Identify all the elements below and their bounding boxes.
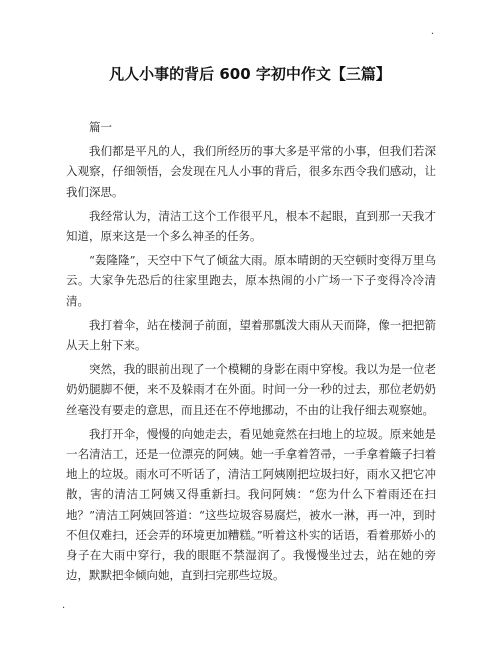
paragraph-1: 我们都是平凡的人，我们所经历的事大多是平常的小事，但我们若深入观察，仔细领悟，会发现在凡人小事的背后，很多东西令我们感动，让我们深思。	[66, 144, 436, 199]
section-label: 篇一	[89, 120, 112, 134]
paragraph-2: 我经常认为，清洁工这个工作很平凡，根本不起眼，直到那一天我才知道，原来这是一个多么神圣的任务。	[66, 208, 436, 244]
decorative-dot: ·	[62, 603, 66, 614]
paragraph-3: “轰隆隆”，天空中下气了倾盆大雨。原本晴朗的天空顿时变得万里乌云。大家争先恐后的往家里跑去，原本热闹的小广场一下子变得冷冷清清。	[66, 253, 436, 308]
paragraph-6: 我打开伞，慢慢的向她走去，看见她竟然在扫地上的垃圾。原来她是一名清洁工，还是一位漂亮的阿姨。她一手拿着笤帚，一手拿着簸子扫着地上的垃圾。雨水可不听话了，清洁工阿姨刚把垃圾扫好，雨水又把它冲散，害的清洁工阿姨又得重新扫。我问阿姨：“您为什么下着雨还在扫地？”清洁工阿姨回答道：“这些垃圾容易腐烂，被水一淋，再一冲，到时不但仅难扫，还会弄的环境更加糟糕。”听着这朴实的话语，看着那娇小的身子在大雨中穿行，我的眼眶不禁湿润了。我慢慢坐过去，站在她的旁边，默默把伞倾向她，直到扫完那些垃圾。	[66, 426, 436, 583]
decorative-dot: ·	[430, 29, 434, 40]
document-body	[66, 117, 436, 589]
paragraph-4: 我打着伞，站在楼洞子前面，望着那瓢泼大雨从天而降，像一把把箭从天上射下来。	[66, 317, 436, 353]
paragraph-5: 突然，我的眼前出现了一个模糊的身影在雨中穿梭。我以为是一位老奶奶腿脚不便，来不及躲雨才在外面。时间一分一秒的过去，那位老奶奶丝毫没有要走的意思，而且还在不停地挪动，不由的让我仔细去观察她。	[66, 362, 436, 417]
document-title: 凡人小事的背后 600 字初中作文【三篇】	[109, 65, 391, 83]
